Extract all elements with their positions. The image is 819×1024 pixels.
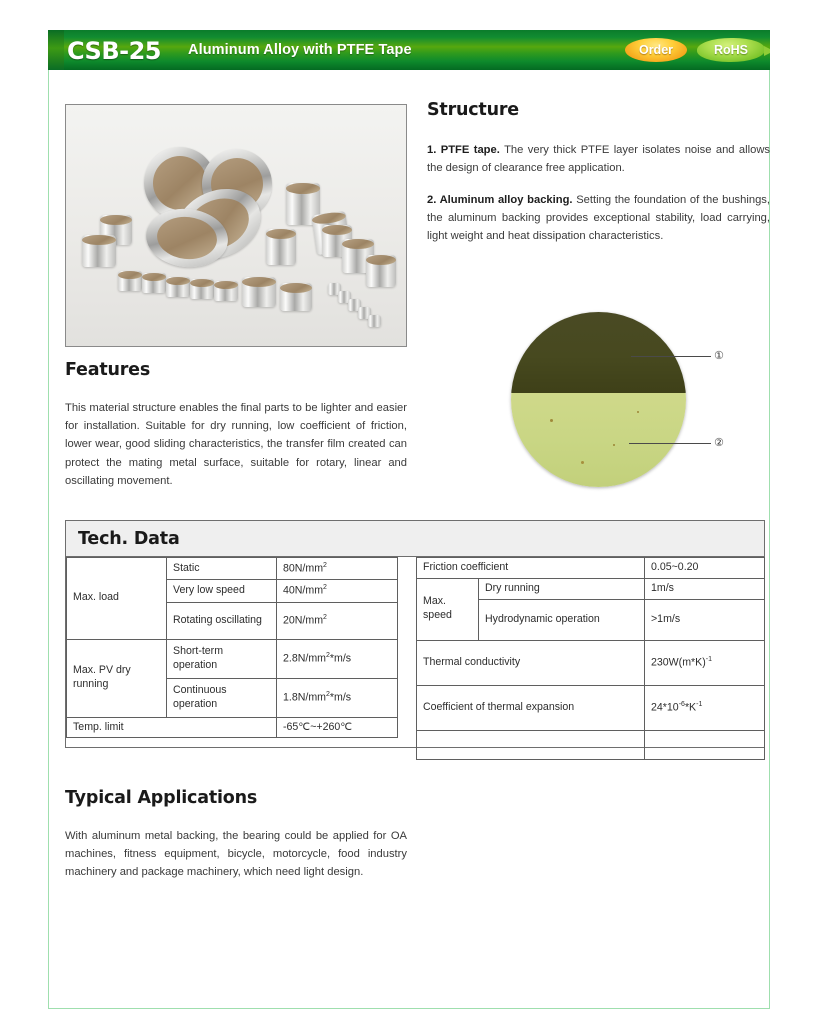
cell-thermal-expansion-value	[645, 685, 765, 730]
bushing-bore	[322, 225, 352, 235]
callout-leader-1	[631, 356, 711, 357]
value-text: 40N/mm	[283, 584, 324, 597]
bushing-cylinder	[242, 277, 276, 307]
structure-item-1-text: The very thick PTFE layer isolates noise and allows the design of clearance free application.	[427, 144, 771, 175]
value-tail: *m/s	[329, 652, 352, 665]
value-text: 2.8N/mm	[283, 652, 326, 665]
cell-empty-value	[645, 730, 765, 759]
value-sup: 2	[325, 690, 330, 698]
table-row	[417, 558, 765, 579]
tech-data-table-right	[416, 557, 765, 760]
bushing-cylinder	[118, 271, 142, 291]
value-text: 1.8N/mm	[283, 691, 326, 704]
bushing-bore	[155, 214, 219, 262]
micro-speck	[550, 419, 553, 422]
product-photo	[65, 104, 407, 347]
order-badge[interactable]: Order	[625, 38, 687, 62]
micrograph-circle	[511, 312, 686, 487]
cell-value-short-term	[277, 639, 398, 678]
cell-thermal-conductivity-label: Thermal conductivity	[417, 640, 645, 685]
value-text: 24*10	[651, 701, 679, 714]
bushing-cylinder	[190, 279, 214, 299]
rohs-badge[interactable]: RoHS	[697, 38, 765, 62]
bushing-cylinder	[82, 235, 116, 267]
bushing-bore	[82, 235, 116, 245]
table-row	[417, 578, 765, 599]
bushing-bore	[118, 271, 142, 279]
value-tail: *m/s	[329, 691, 352, 704]
value-text: 80N/mm	[283, 562, 324, 575]
bushing-cylinder	[142, 273, 166, 293]
aluminum-backing-layer	[511, 393, 686, 488]
bushing-bore	[214, 281, 238, 289]
cell-empty-label	[417, 730, 645, 759]
value-text: 230W(m*K)	[651, 656, 706, 669]
cell-friction-label: Friction coefficient	[417, 558, 645, 579]
table-row	[67, 639, 398, 678]
cell-group-max-speed: Max. speed	[417, 578, 479, 640]
value-tail: *K	[684, 701, 697, 714]
cell-value-hydrodynamic: >1m/s	[645, 599, 765, 640]
structure-item-2-label: 2. Aluminum alloy backing.	[427, 194, 573, 207]
value-sup: 2	[323, 562, 327, 569]
bushing-cylinder	[368, 315, 381, 327]
bushing-cylinder	[266, 229, 296, 265]
bushing-bore	[342, 239, 374, 249]
cell-value-static	[277, 558, 398, 580]
value-sup: -1	[705, 655, 712, 663]
product-subtitle: Aluminum Alloy with PTFE Tape	[188, 42, 412, 58]
product-header-bar	[48, 30, 770, 70]
bushing-cylinder	[166, 277, 190, 297]
value-sup: -6	[678, 700, 685, 708]
callout-number-2: ②	[714, 436, 724, 449]
bushing-cylinder	[214, 281, 238, 301]
bushing-bore	[100, 215, 132, 225]
bushing-bore	[366, 255, 396, 265]
table-row	[417, 685, 765, 730]
bushing-bore	[142, 273, 166, 281]
cell-sub-very-low-speed: Very low speed	[167, 580, 277, 602]
micro-speck	[637, 411, 639, 413]
bushing-bore	[242, 277, 276, 287]
cell-friction-value: 0.05~0.20	[645, 558, 765, 579]
features-text: This material structure enables the final parts to be lighter and easier for installation. Suitable for dry running, low coefficient of friction, lower wear, good sliding characteristics, the transfer film created can protect the mating metal surface, suitable for rotary, linear and oscillating movement.	[65, 402, 407, 487]
value-sup: 2	[325, 651, 330, 659]
applications-text: With aluminum metal backing, the bearing could be applied for OA machines, fitness equipment, bicycle, motorcycle, food industry machinery and package machinery, which need light design.	[65, 830, 407, 879]
bushing-bore	[286, 183, 320, 194]
table-row	[417, 640, 765, 685]
value-text: 20N/mm	[283, 614, 324, 627]
ptfe-layer	[511, 312, 686, 393]
tech-data-header	[66, 521, 764, 557]
table-row	[67, 558, 398, 580]
table-row	[67, 717, 398, 738]
callout-number-1: ①	[714, 349, 724, 362]
structure-item-1	[427, 141, 770, 177]
tech-data-table-left	[66, 557, 398, 738]
structure-item-2-text: Setting the foundation of the bushings, the aluminum backing provides exceptional stability, load carrying, light weight and heat dissipation characteristics.	[427, 194, 771, 243]
micro-speck	[613, 444, 615, 446]
callout-leader-2	[629, 443, 711, 444]
bushing-cylinder	[280, 283, 312, 311]
header-left-accent	[48, 30, 64, 70]
cell-sub-dry-running: Dry running	[479, 578, 645, 599]
structure-item-2	[427, 191, 770, 245]
bushing-bore	[280, 283, 312, 293]
value-sup-2: -1	[696, 700, 703, 708]
product-code: CSB-25	[67, 37, 161, 65]
bushing-bore	[190, 279, 214, 287]
bushing-bore	[166, 277, 190, 285]
cross-section-micrograph	[511, 312, 724, 487]
cell-group-max-pv: Max. PV dry running	[67, 639, 167, 717]
cell-sub-continuous: Continuous operation	[167, 678, 277, 717]
structure-title: Structure	[427, 100, 519, 120]
cell-sub-static: Static	[167, 558, 277, 580]
tech-data-panel	[65, 520, 765, 748]
cell-thermal-expansion-label: Coefficient of thermal expansion	[417, 685, 645, 730]
value-sup: 2	[323, 613, 327, 621]
cell-sub-hydrodynamic: Hydrodynamic operation	[479, 599, 645, 640]
cell-value-continuous	[277, 678, 398, 717]
table-row	[417, 730, 765, 759]
cell-sub-rotating-oscillating: Rotating oscillating	[167, 602, 277, 639]
cell-group-max-load: Max. load	[67, 558, 167, 640]
cell-value-rotating-oscillating	[277, 602, 398, 639]
cell-value-very-low-speed	[277, 580, 398, 602]
tech-data-title: Tech. Data	[78, 529, 180, 549]
cell-temp-limit-value: -65℃~+260℃	[277, 717, 398, 738]
cell-thermal-conductivity-value	[645, 640, 765, 685]
structure-item-1-label: 1. PTFE tape.	[427, 144, 500, 157]
cell-value-dry-running: 1m/s	[645, 578, 765, 599]
bushing-bore	[266, 229, 296, 239]
micro-speck	[581, 461, 584, 464]
cell-temp-limit-label: Temp. limit	[67, 717, 277, 738]
features-title: Features	[65, 360, 151, 380]
value-sup: 2	[323, 584, 327, 592]
cell-sub-short-term: Short-term operation	[167, 639, 277, 678]
bushing-cylinder	[366, 255, 396, 287]
applications-title: Typical Applications	[65, 788, 258, 808]
